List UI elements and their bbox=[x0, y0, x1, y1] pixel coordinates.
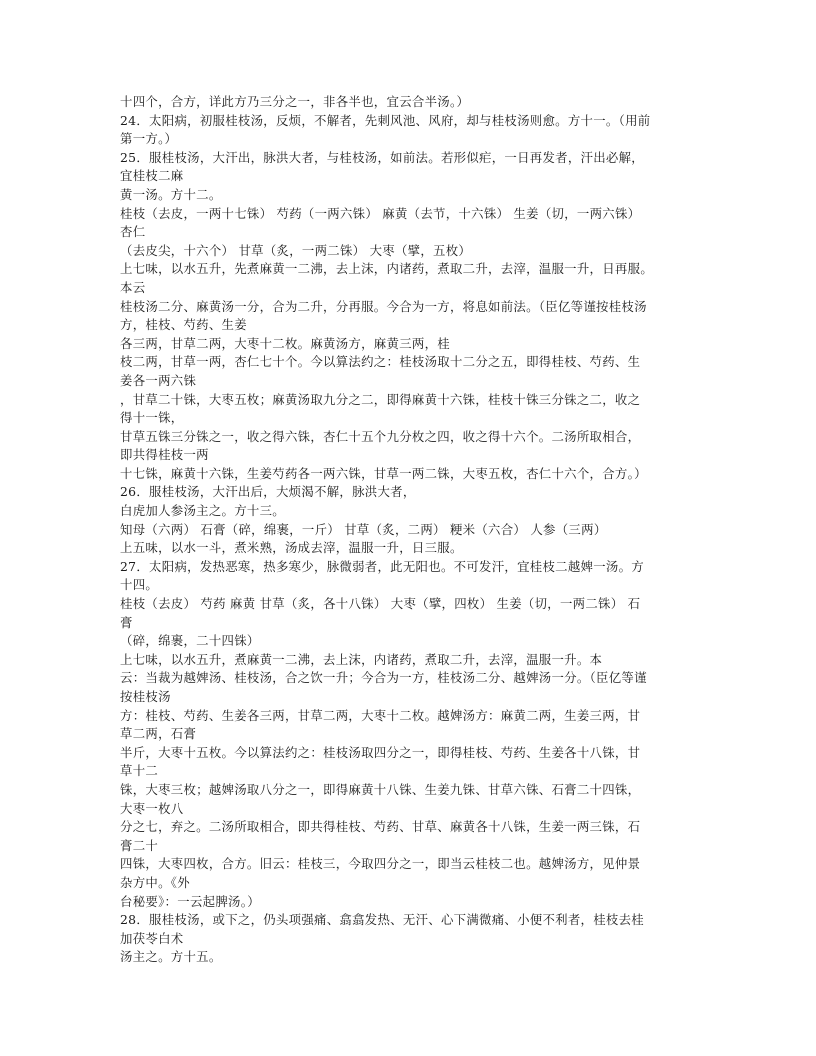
text-line: 上七味，以水五升，先煮麻黄一二沸，去上沫，内诸药，煮取二升，去滓，温服一升，日再服。 bbox=[120, 261, 654, 277]
text-line: 上五味，以水一斗，煮米熟，汤成去滓，温服一升，日三服。 bbox=[120, 540, 463, 556]
text-line: 第一方。） bbox=[120, 131, 178, 147]
text-line: 铢，大枣三枚；越婢汤取八分之一，即得麻黄十八铢、生姜九铢、甘草六铢、石膏二十四铢， bbox=[120, 781, 641, 797]
text-line: 桂枝汤二分、麻黄汤一分，合为二升，分再服。今合为一方，将息如前法。（臣亿等谨按桂枝汤 bbox=[120, 298, 647, 314]
text-line: 加茯苓白术 bbox=[120, 930, 184, 946]
text-line: 25．服桂枝汤，大汗出，脉洪大者，与桂枝汤，如前法。若形似疟，一日再发者，汗出必解， bbox=[120, 149, 644, 165]
text-line: 方：桂枝、芍药、生姜各三两，甘草二两，大枣十二枚。越婢汤方：麻黄二两，生姜三两，甘 bbox=[120, 707, 641, 723]
text-line: 膏二十 bbox=[120, 837, 159, 853]
text-line: 即共得桂枝一两 bbox=[120, 447, 209, 463]
text-line: 大枣一枚八 bbox=[120, 800, 184, 816]
text-line: ，甘草二十铢，大枣五枚；麻黄汤取九分之二，即得麻黄十六铢，桂枝十铢三分铢之二，收之 bbox=[120, 391, 641, 407]
text-line: 得十一铢， bbox=[120, 410, 184, 426]
text-line: 杂方中。《外 bbox=[120, 874, 190, 890]
document-page bbox=[120, 93, 705, 967]
text-line: 黄一汤。方十二。 bbox=[120, 186, 222, 202]
text-line: 半斤，大枣十五枚。今以算法约之：桂枝汤取四分之一，即得桂枝、芍药、生姜各十八铢，甘 bbox=[120, 744, 641, 760]
text-line: 十四个，合方，详此方乃三分之一，非各半也，宜云合半汤。） bbox=[120, 94, 470, 109]
text-line: 四铢，大枣四枚，合方。旧云：桂枝三，今取四分之一，即当云桂枝二也。越婢汤方，见仲景 bbox=[120, 856, 641, 872]
text-line: 按桂枝汤 bbox=[120, 689, 171, 704]
text-line: 枝二两，甘草一两，杏仁七十个。今以算法约之：桂枝汤取十二分之五，即得桂枝、芍药、生 bbox=[120, 354, 641, 370]
text-line: 28．服桂枝汤，或下之，仍头项强痛、翕翕发热、无汗、心下满微痛、小便不利者，桂枝去桂 bbox=[120, 912, 644, 928]
text-line: 十四。 bbox=[120, 577, 159, 593]
text-line: 白虎加人参汤主之。方十三。 bbox=[120, 503, 285, 519]
text-line: 十七铢，麻黄十六铢，生姜芍药各一两六铢，甘草一两二铢，大枣五枚，杏仁十六个，合方。） bbox=[120, 465, 647, 481]
text-line: 方，桂枝、芍药、生姜 bbox=[120, 317, 247, 333]
text-line: 台秘要》：一云起脾汤。） bbox=[120, 893, 260, 909]
text-line: 膏 bbox=[120, 614, 133, 630]
text-line: 26．服桂枝汤，大汗出后，大烦渴不解，脉洪大者， bbox=[120, 484, 416, 500]
text-line: 24．太阳病，初服桂枝汤，反烦，不解者，先刺风池、风府，却与桂枝汤则愈。方十一。（用前 bbox=[120, 112, 651, 128]
text-line: 本云 bbox=[120, 279, 146, 295]
text-line: 桂枝（去皮，一两十七铢） 芍药（一两六铢） 麻黄（去节，十六铢） 生姜（切，一两六铢） bbox=[120, 205, 641, 221]
text-line: 汤主之。方十五。 bbox=[120, 949, 222, 965]
text-line: 27．太阳病，发热恶寒，热多寒少，脉微弱者，此无阳也。不可发汗，宜桂枝二越婢一汤。方 bbox=[120, 558, 644, 574]
text-line: 姜各一两六铢 bbox=[120, 372, 197, 388]
text-line: 上七味，以水五升，煮麻黄一二沸，去上沫，内诸药，煮取二升，去滓，温服一升。本 bbox=[120, 651, 603, 667]
text-line: （去皮尖，十六个） 甘草（炙，一两二铢） 大枣（擘，五枚） bbox=[120, 242, 472, 258]
text-line: 桂枝（去皮） 芍药 麻黄 甘草（炙，各十八铢） 大枣（擘，四枚） 生姜（切，一两二铢） 石 bbox=[120, 596, 641, 612]
text-line: 草二两，石膏 bbox=[120, 726, 197, 742]
text-line: 甘草五铢三分铢之一，收之得六铢，杏仁十五个九分枚之四，收之得十六个。二汤所取相合， bbox=[120, 428, 641, 444]
text-line: 杏仁 bbox=[120, 224, 146, 240]
text-line: 分之七，弃之。二汤所取相合，即共得桂枝、芍药、甘草、麻黄各十八铢，生姜一两三铢，石 bbox=[120, 819, 641, 835]
text-line: 知母（六两） 石膏（碎，绵裹，一斤） 甘草（炙，二两） 粳米（六合） 人参（三两） bbox=[120, 521, 607, 537]
text-line: 宜桂枝二麻 bbox=[120, 168, 184, 184]
text-line: 云：当裁为越婢汤、桂枝汤，合之饮一升；今合为一方，桂枝汤二分、越婢汤一分。（臣亿等谨 bbox=[120, 670, 647, 686]
text-line: 各三两，甘草二两，大枣十二枚。麻黄汤方，麻黄三两，桂 bbox=[120, 335, 450, 351]
text-line: （碎，绵裹，二十四铢） bbox=[120, 633, 260, 649]
text-line: 草十二 bbox=[120, 763, 159, 779]
